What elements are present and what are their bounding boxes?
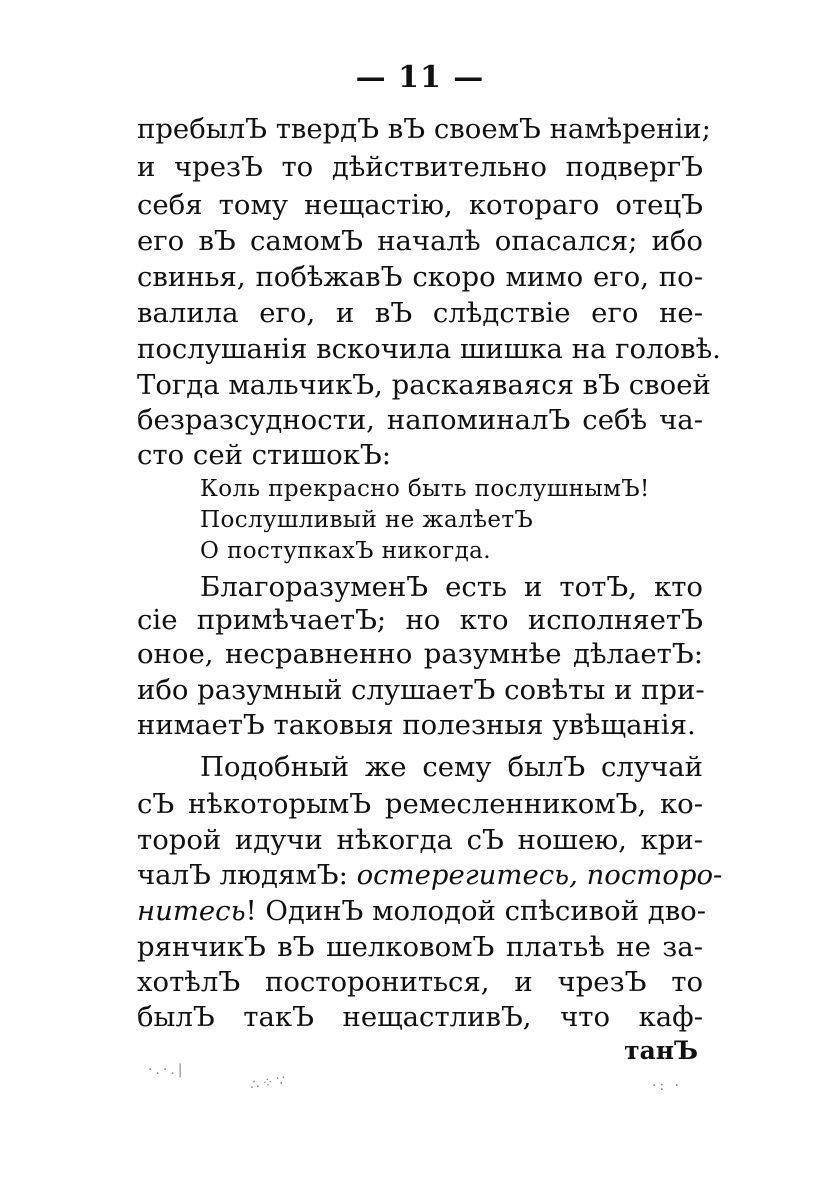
verse-line: Коль прекрасно быть послушнымЪ! bbox=[200, 476, 650, 502]
verse-line: О поступкахЪ никогда. bbox=[200, 538, 491, 564]
text-line bbox=[137, 894, 707, 928]
text-line: БлагоразуменЪ есть и тотЪ, кто bbox=[200, 571, 703, 603]
italic-exclamation: остерегитесь, посторо- bbox=[356, 859, 723, 891]
text-line bbox=[137, 858, 723, 892]
scan-speck: ·.·.| bbox=[148, 1062, 186, 1078]
text-line: безразсудности, напоминалЪ себѣ ча- bbox=[137, 404, 703, 436]
text-line: оное, несравненно разумнѣе дѣлаетЪ: bbox=[137, 638, 703, 670]
scan-speck: ∴⁘∵ bbox=[249, 1072, 290, 1094]
verse-line: Послушливый не жалѣетЪ bbox=[200, 507, 534, 533]
text-line: Тогда мальчикЪ, раскаяваяся вЪ своей bbox=[137, 369, 711, 401]
text-line: валила его, и вЪ слѣдствіе его не- bbox=[137, 297, 703, 329]
text-line: хотѣлЪ посторониться, и чрезЪ то bbox=[137, 966, 703, 998]
text-line: ибо разумный слушаетЪ совѣты и при- bbox=[137, 674, 705, 706]
text-line: себя тому нещастію, котораго отецЪ bbox=[137, 189, 703, 221]
text-line: Подобный же сему былЪ случай bbox=[200, 751, 703, 783]
text-line: сіе примѣчаетЪ; но кто исполняетЪ bbox=[137, 604, 703, 636]
text-line: рянчикЪ вЪ шелковомЪ платьѣ не за- bbox=[137, 931, 703, 963]
text-segment: чалЪ людямЪ: bbox=[137, 859, 357, 891]
text-line: пребылЪ твердЪ вЪ своемЪ намѣреніи; bbox=[137, 113, 711, 145]
page-number: — 11 — bbox=[355, 60, 485, 95]
text-line: былЪ такЪ нещастливЪ, что каф- bbox=[137, 1001, 703, 1033]
text-segment: ! ОдинЪ молодой спѣсивой дво- bbox=[245, 895, 707, 927]
text-line: сто сей стишокЪ: bbox=[137, 439, 392, 471]
scan-speck: ·: · bbox=[652, 1078, 683, 1094]
text-line: нимаетЪ таковыя полезныя увѣщанія. bbox=[137, 709, 696, 741]
text-line: его вЪ самомЪ началѣ опасался; ибо bbox=[137, 225, 703, 257]
catchword: танЪ bbox=[624, 1036, 698, 1065]
text-line: послушанія вскочила шишка на головѣ. bbox=[137, 333, 721, 365]
text-line: и чрезЪ то дѣйствительно подвергЪ bbox=[137, 151, 703, 183]
italic-exclamation: нитесь bbox=[137, 895, 246, 927]
text-line: сЪ нѣкоторымЪ ремесленникомЪ, ко- bbox=[137, 788, 703, 820]
text-line: свинья, побѣжавЪ скоро мимо его, по- bbox=[137, 261, 703, 293]
text-line: торой идучи нѣкогда сЪ ношею, кри- bbox=[137, 824, 703, 856]
